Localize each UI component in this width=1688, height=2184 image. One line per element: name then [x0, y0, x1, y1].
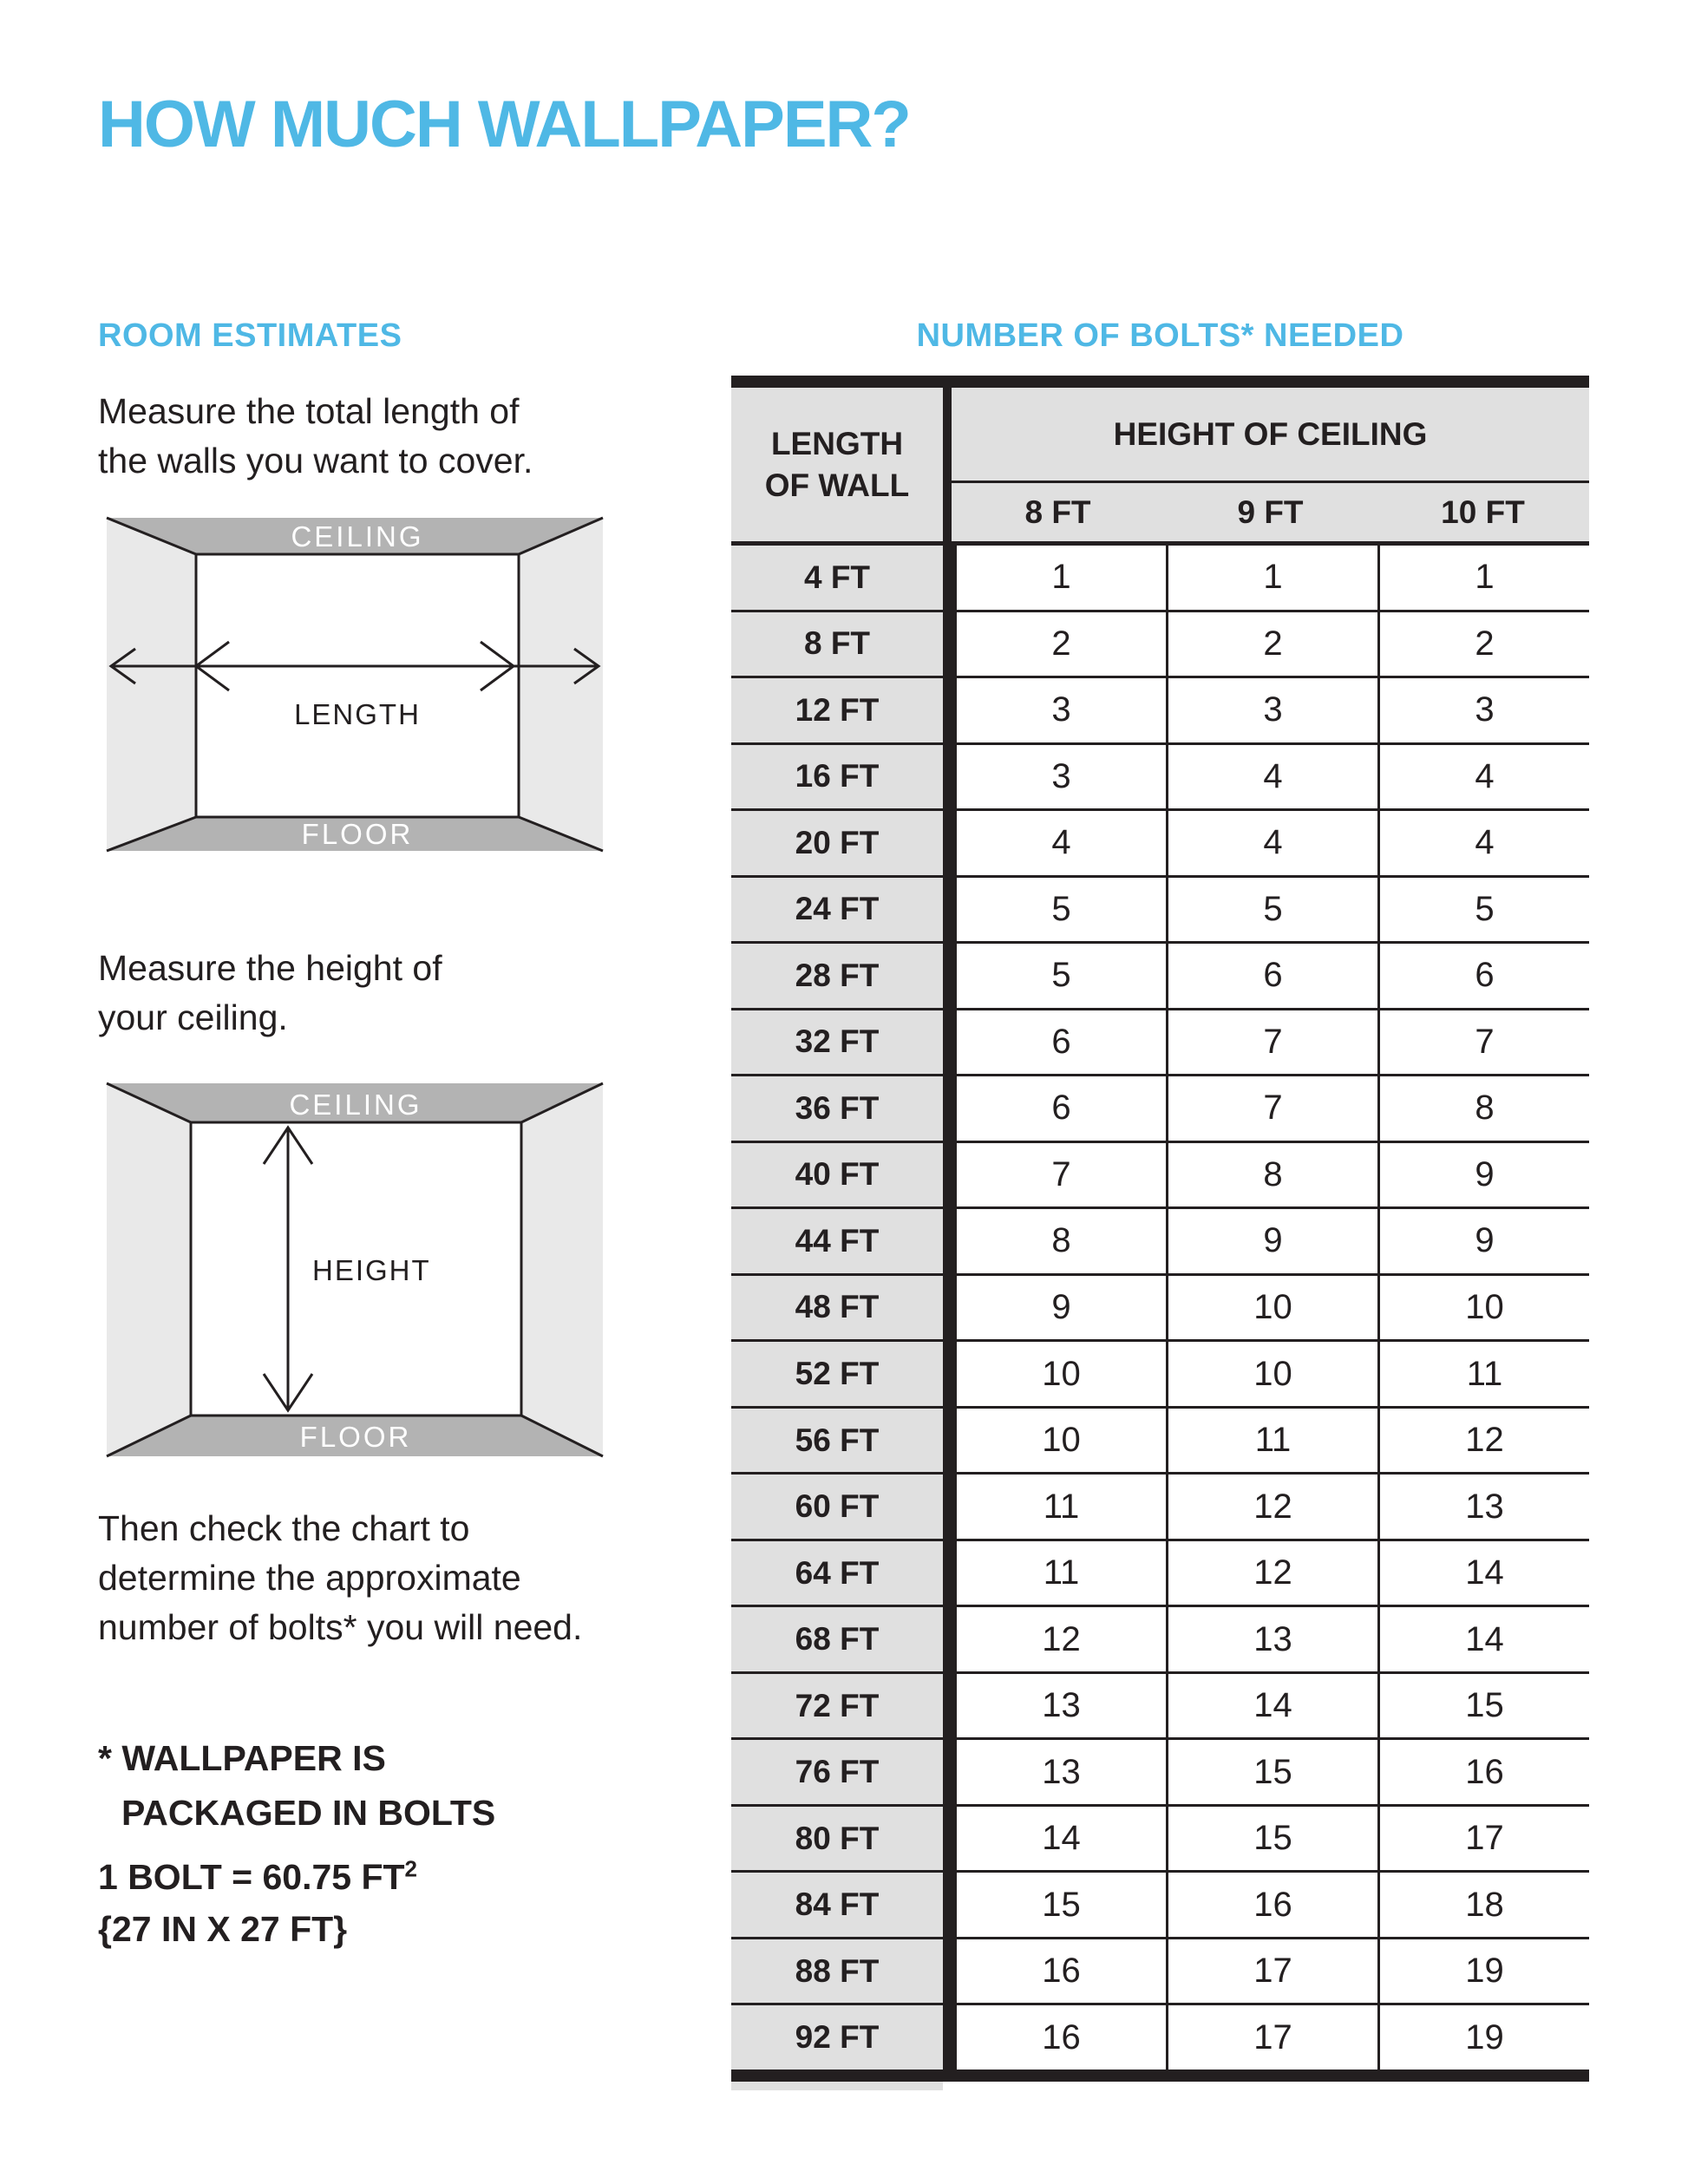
column-divider — [945, 612, 954, 677]
column-divider — [945, 2005, 954, 2070]
bolts-needed-heading-wrap — [731, 317, 1589, 355]
bolt-count: 1 — [1380, 546, 1589, 610]
column-divider — [945, 1076, 954, 1141]
bolt-count: 8 — [957, 1209, 1166, 1273]
column-divider — [945, 1010, 954, 1075]
column-divider — [945, 811, 954, 875]
row-label: 20 FT — [731, 811, 943, 875]
row-label: 80 FT — [731, 1807, 943, 1871]
length-of-wall-header — [731, 388, 943, 541]
row-label: 8 FT — [731, 612, 943, 677]
bolt-count: 5 — [1168, 878, 1377, 942]
row-label: 16 FT — [731, 745, 943, 809]
left-wall — [107, 518, 196, 851]
bolt-count: 9 — [1380, 1143, 1589, 1207]
column-divider — [945, 1807, 954, 1871]
bolt-count: 10 — [1168, 1276, 1377, 1340]
bolt-count: 14 — [1380, 1541, 1589, 1605]
room-estimates-heading: ROOM ESTIMATES — [98, 317, 402, 354]
row-label: 76 FT — [731, 1740, 943, 1804]
bolt-count: 13 — [957, 1740, 1166, 1804]
row-label: 12 FT — [731, 678, 943, 742]
column-divider — [945, 1342, 954, 1406]
footnote-line: * WALLPAPER IS — [98, 1738, 386, 1778]
column-divider — [945, 1143, 954, 1207]
bolt-count: 13 — [957, 1674, 1166, 1738]
room-height-diagram — [102, 1079, 607, 1461]
ceiling-height-header-group — [952, 388, 1589, 541]
bolt-count: 10 — [1168, 1342, 1377, 1406]
ceiling-height-subheaders — [952, 483, 1589, 541]
bolt-count: 4 — [1380, 745, 1589, 809]
floor-label: FLOOR — [299, 1421, 412, 1453]
right-wall — [521, 1083, 603, 1456]
bolt-dimensions: {27 IN X 27 FT} — [98, 1909, 348, 1949]
length-of-wall-line: OF WALL — [764, 467, 910, 503]
column-divider — [945, 1873, 954, 1937]
height-of-ceiling-header: HEIGHT OF CEILING — [952, 388, 1589, 481]
bolt-count: 11 — [1380, 1342, 1589, 1406]
bolt-count: 16 — [957, 1939, 1166, 2004]
row-label: 88 FT — [731, 1939, 943, 2004]
row-label: 92 FT — [731, 2005, 943, 2070]
bolt-count: 1 — [1168, 546, 1377, 610]
row-label: 48 FT — [731, 1276, 943, 1340]
bolt-count: 10 — [1380, 1276, 1589, 1340]
label-column-stub — [731, 2082, 943, 2090]
bolt-count: 12 — [1168, 1475, 1377, 1539]
instruction-check-chart — [98, 1504, 582, 1652]
bolt-count: 13 — [1168, 1607, 1377, 1671]
column-divider — [945, 1276, 954, 1340]
column-divider — [945, 1541, 954, 1605]
bolt-count: 9 — [1168, 1209, 1377, 1273]
bolt-count: 16 — [1380, 1740, 1589, 1804]
column-divider — [945, 745, 954, 809]
row-label: 36 FT — [731, 1076, 943, 1141]
bolt-count: 12 — [1380, 1409, 1589, 1473]
right-wall — [519, 518, 603, 851]
page-title: HOW MUCH WALLPAPER? — [98, 88, 910, 161]
bolt-equation-text: 1 BOLT = 60.75 FT — [98, 1857, 405, 1897]
bolt-count: 16 — [957, 2005, 1166, 2070]
row-label: 64 FT — [731, 1541, 943, 1605]
bolts-needed-heading: NUMBER OF BOLTS* NEEDED — [916, 317, 1404, 354]
row-label: 56 FT — [731, 1409, 943, 1473]
row-label: 84 FT — [731, 1873, 943, 1937]
bolt-count: 15 — [1168, 1740, 1377, 1804]
bolt-count: 16 — [1168, 1873, 1377, 1937]
bolt-count: 6 — [1380, 944, 1589, 1008]
row-label: 24 FT — [731, 878, 943, 942]
bolt-count: 4 — [1168, 745, 1377, 809]
row-label: 32 FT — [731, 1010, 943, 1075]
column-divider — [945, 1939, 954, 2004]
length-label: LENGTH — [294, 698, 421, 730]
row-label: 28 FT — [731, 944, 943, 1008]
bolt-count: 6 — [1168, 944, 1377, 1008]
bolt-count: 6 — [957, 1076, 1166, 1141]
bolt-count: 1 — [957, 546, 1166, 610]
ceiling-label: CEILING — [289, 1089, 422, 1121]
bolt-count: 5 — [957, 944, 1166, 1008]
bolt-count: 7 — [1380, 1010, 1589, 1075]
row-label: 72 FT — [731, 1674, 943, 1738]
bolt-count: 4 — [957, 811, 1166, 875]
row-label: 44 FT — [731, 1209, 943, 1273]
bolt-count: 8 — [1380, 1076, 1589, 1141]
footnote-line: PACKAGED IN BOLTS — [121, 1793, 496, 1833]
table-header — [731, 388, 1589, 541]
instruction-line: Then check the chart to — [98, 1508, 470, 1548]
bolt-count: 7 — [1168, 1010, 1377, 1075]
column-divider — [945, 546, 954, 610]
left-wall — [107, 1083, 191, 1456]
room-length-diagram — [102, 513, 607, 855]
bolt-count: 10 — [957, 1342, 1166, 1406]
bolt-count: 13 — [1380, 1475, 1589, 1539]
bolt-count: 3 — [1380, 678, 1589, 742]
instruction-line: Measure the total length of — [98, 391, 520, 431]
floor-label: FLOOR — [301, 818, 414, 850]
bolt-count: 2 — [1380, 612, 1589, 677]
table-top-border — [731, 376, 1589, 388]
bolt-count: 14 — [957, 1807, 1166, 1871]
bolt-count: 4 — [1168, 811, 1377, 875]
table-rows — [731, 546, 1589, 2070]
bolt-count: 17 — [1380, 1807, 1589, 1871]
bolt-count: 11 — [1168, 1409, 1377, 1473]
column-divider — [945, 1409, 954, 1473]
bolt-equation-superscript: 2 — [404, 1855, 418, 1882]
column-divider — [945, 1475, 954, 1539]
column-divider — [943, 388, 952, 541]
bolt-count: 3 — [1168, 678, 1377, 742]
table-bottom-border — [731, 2070, 1589, 2082]
bolt-count: 14 — [1168, 1674, 1377, 1738]
length-of-wall-line: LENGTH — [770, 425, 904, 461]
row-label: 68 FT — [731, 1607, 943, 1671]
bolt-count: 12 — [957, 1607, 1166, 1671]
instruction-line: your ceiling. — [98, 997, 288, 1037]
bolt-count: 10 — [957, 1409, 1166, 1473]
bolt-count: 15 — [1380, 1674, 1589, 1738]
instruction-line: Measure the height of — [98, 948, 442, 988]
height-label: HEIGHT — [312, 1254, 431, 1286]
ceiling-label: CEILING — [291, 520, 424, 553]
bolt-count: 4 — [1380, 811, 1589, 875]
row-label: 4 FT — [731, 546, 943, 610]
column-divider — [945, 878, 954, 942]
column-divider — [945, 1674, 954, 1738]
bolt-count: 9 — [1380, 1209, 1589, 1273]
bolt-equation — [98, 1851, 417, 1903]
subheader-9ft: 9 FT — [1237, 494, 1304, 530]
bolt-count: 3 — [957, 745, 1166, 809]
instruction-line: the walls you want to cover. — [98, 441, 533, 481]
column-divider — [945, 944, 954, 1008]
bolt-count: 8 — [1168, 1143, 1377, 1207]
bolt-count: 9 — [957, 1276, 1166, 1340]
bolt-count: 7 — [957, 1143, 1166, 1207]
row-label: 60 FT — [731, 1475, 943, 1539]
row-label: 40 FT — [731, 1143, 943, 1207]
subheader-8ft: 8 FT — [1024, 494, 1091, 530]
subheader-10ft: 10 FT — [1441, 494, 1525, 530]
bolt-count: 7 — [1168, 1076, 1377, 1141]
instruction-line: determine the approximate — [98, 1558, 521, 1598]
bolt-count: 19 — [1380, 2005, 1589, 2070]
column-divider — [945, 678, 954, 742]
back-wall — [196, 554, 519, 817]
bolt-count: 14 — [1380, 1607, 1589, 1671]
bolt-count: 15 — [957, 1873, 1166, 1937]
bolt-count: 19 — [1380, 1939, 1589, 2004]
bolt-count: 5 — [957, 878, 1166, 942]
bolt-count: 15 — [1168, 1807, 1377, 1871]
instruction-measure-length — [98, 387, 533, 486]
bolt-count: 5 — [1380, 878, 1589, 942]
bolt-count: 3 — [957, 678, 1166, 742]
instruction-line: number of bolts* you will need. — [98, 1607, 583, 1647]
bolt-count: 18 — [1380, 1873, 1589, 1937]
bolt-count: 12 — [1168, 1541, 1377, 1605]
instruction-measure-height — [98, 944, 442, 1043]
bolt-count: 17 — [1168, 1939, 1377, 2004]
bolt-count: 17 — [1168, 2005, 1377, 2070]
column-divider — [945, 1607, 954, 1671]
column-divider — [945, 1740, 954, 1804]
bolt-count: 11 — [957, 1475, 1166, 1539]
bolt-count: 6 — [957, 1010, 1166, 1075]
bolts-table — [731, 376, 1589, 2090]
bolt-count: 11 — [957, 1541, 1166, 1605]
bolt-count: 2 — [957, 612, 1166, 677]
bolt-count: 2 — [1168, 612, 1377, 677]
bolts-footnote — [98, 1731, 495, 1841]
column-divider — [945, 1209, 954, 1273]
bolt-size-info — [98, 1851, 417, 1955]
row-label: 52 FT — [731, 1342, 943, 1406]
